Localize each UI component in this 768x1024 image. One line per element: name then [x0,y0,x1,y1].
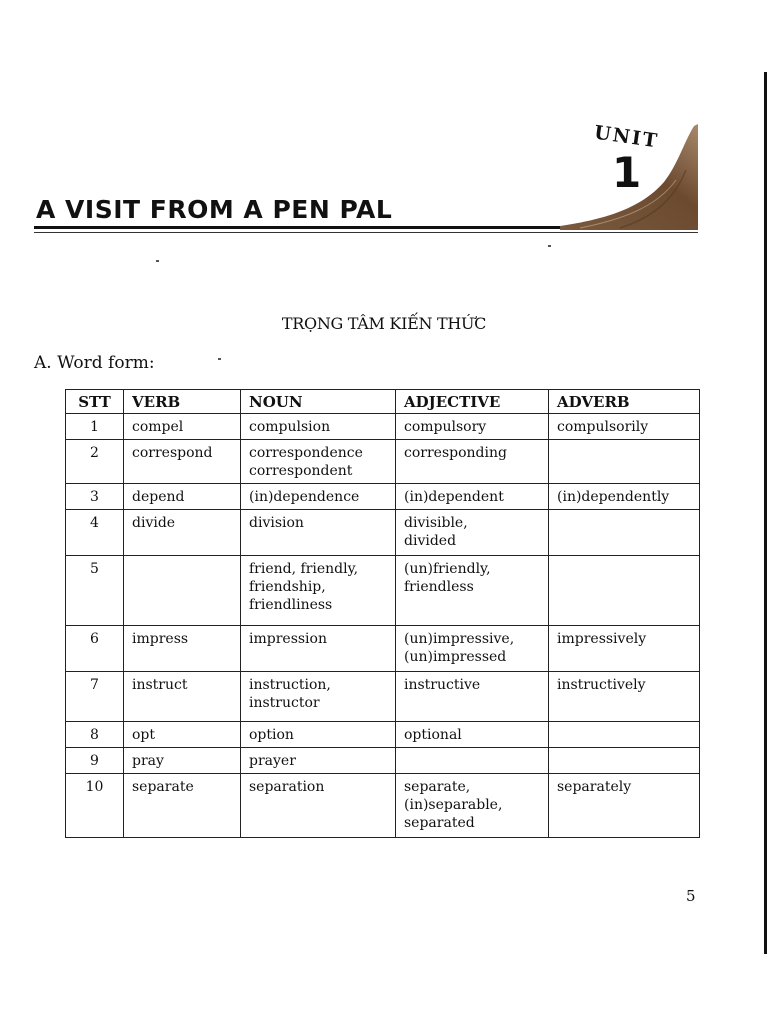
cell-adverb: impressively [549,626,700,672]
column-header-stt: STT [66,390,124,414]
section-heading: TRỌNG TÂM KIẾN THỨC [281,314,487,333]
scan-speck [218,358,221,360]
table-row [66,556,700,626]
cell-verb: impress [124,626,241,672]
cell-adjective: compulsory [396,414,549,440]
cell-stt: 10 [66,774,124,838]
cell-noun: (in)dependence [241,484,396,510]
table-row [66,722,700,748]
table-row [66,748,700,774]
table-row [66,440,700,484]
cell-adjective: (un)impressive, (un)impressed [396,626,549,672]
cell-stt: 7 [66,672,124,722]
cell-adverb [549,440,700,484]
table-body [66,414,700,838]
cell-adjective: divisible, divided [396,510,549,556]
cell-verb [124,556,241,626]
cell-stt: 8 [66,722,124,748]
table-header [66,390,700,414]
table-row [66,774,700,838]
cell-noun: impression [241,626,396,672]
column-header-adverb: ADVERB [549,390,700,414]
cell-adverb: compulsorily [549,414,700,440]
cell-noun: prayer [241,748,396,774]
page-edge-rule [764,72,767,954]
cell-verb: separate [124,774,241,838]
cell-adjective [396,748,549,774]
subsection-heading: A. Word form: [34,353,155,373]
cell-adjective: (un)friendly, friendless [396,556,549,626]
column-header-noun: NOUN [241,390,396,414]
unit-number: 1 [612,148,642,197]
column-header-verb: VERB [124,390,241,414]
cell-stt: 5 [66,556,124,626]
cell-adverb: (in)dependently [549,484,700,510]
cell-adjective: optional [396,722,549,748]
cell-noun: friend, friendly, friendship, friendliness [241,556,396,626]
cell-noun: separation [241,774,396,838]
cell-noun: option [241,722,396,748]
cell-adjective: (in)dependent [396,484,549,510]
cell-noun: compulsion [241,414,396,440]
cell-verb: pray [124,748,241,774]
table-header-row [66,390,700,414]
column-header-adjective: ADJECTIVE [396,390,549,414]
table-row [66,626,700,672]
scan-speck [156,260,159,262]
page-number: 5 [686,887,696,905]
cell-verb: divide [124,510,241,556]
cell-stt: 3 [66,484,124,510]
cell-noun: correspondence correspondent [241,440,396,484]
cell-noun: division [241,510,396,556]
cell-verb: correspond [124,440,241,484]
cell-adjective: separate, (in)separable, separated [396,774,549,838]
table-row [66,510,700,556]
scan-speck [548,245,551,247]
cell-adverb [549,748,700,774]
table-row [66,414,700,440]
cell-verb: opt [124,722,241,748]
cell-adverb: instructively [549,672,700,722]
cell-noun: instruction, instructor [241,672,396,722]
table-row [66,672,700,722]
cell-verb: depend [124,484,241,510]
cell-adverb [549,722,700,748]
cell-stt: 6 [66,626,124,672]
cell-adjective: corresponding [396,440,549,484]
cell-verb: instruct [124,672,241,722]
cell-stt: 9 [66,748,124,774]
cell-verb: compel [124,414,241,440]
unit-label: UNIT [592,121,661,153]
cell-adjective: instructive [396,672,549,722]
title-underline-thin [34,232,698,233]
cell-stt: 2 [66,440,124,484]
chapter-title: A VISIT FROM A PEN PAL [36,195,393,224]
cell-stt: 1 [66,414,124,440]
table-row [66,484,700,510]
cell-adverb [549,556,700,626]
cell-adverb [549,510,700,556]
cell-adverb: separately [549,774,700,838]
word-form-table [65,389,700,838]
cell-stt: 4 [66,510,124,556]
